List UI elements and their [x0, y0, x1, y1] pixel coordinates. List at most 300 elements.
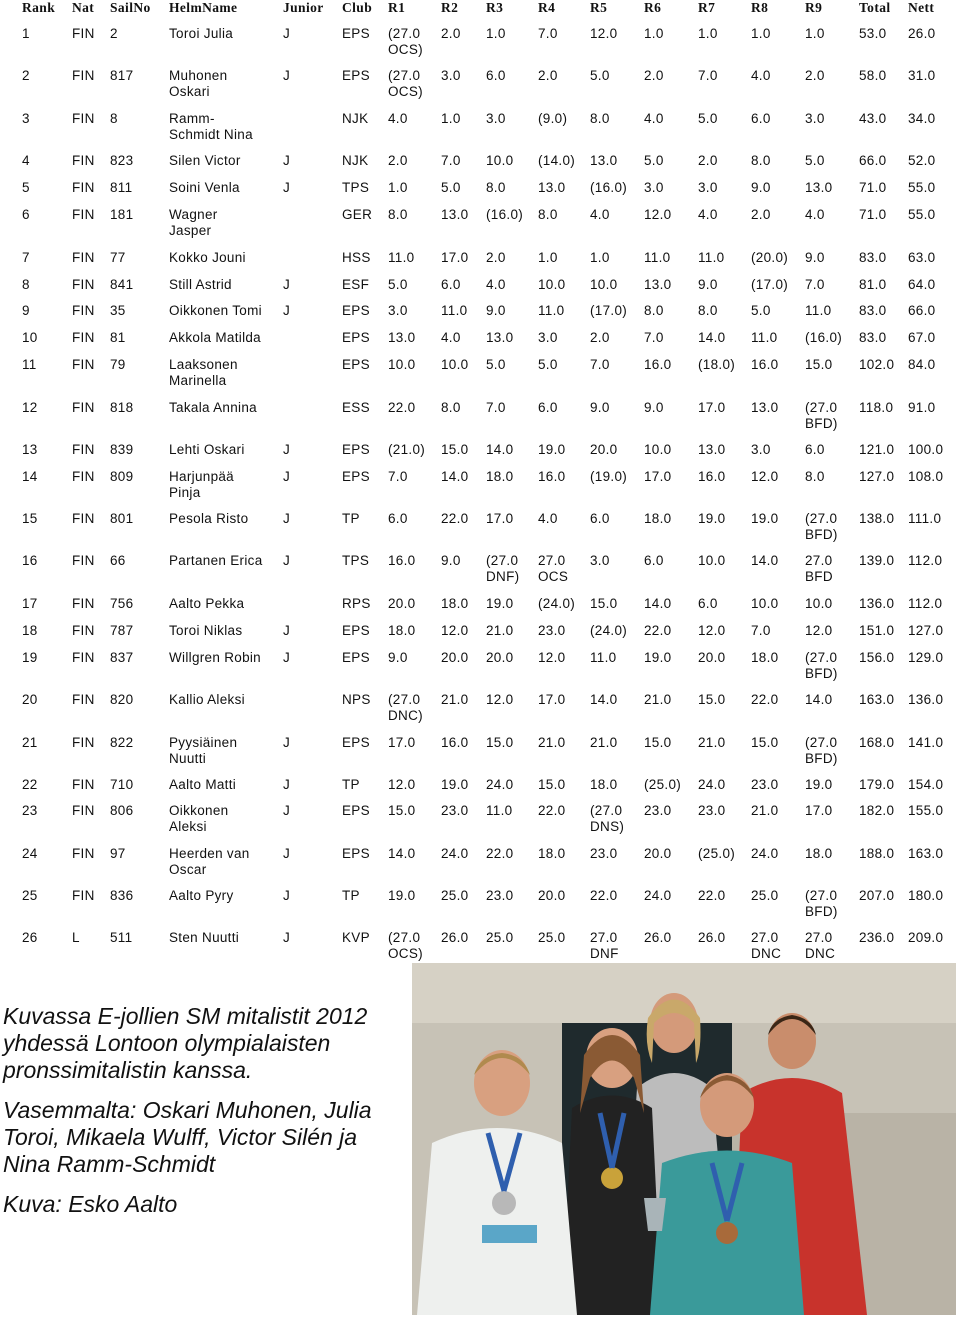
cell-r5: 6.0: [590, 511, 610, 526]
cell-r7: 5.0: [698, 111, 718, 126]
cell-junior: J: [283, 846, 291, 861]
medalists-photo-image: [412, 963, 956, 1315]
cell-r8: (17.0): [751, 277, 789, 292]
cell-nat: FIN: [72, 250, 95, 265]
cell-r7: 7.0: [698, 68, 718, 83]
cell-rank: 23: [22, 803, 38, 818]
cell-junior: J: [283, 735, 291, 750]
cell-nat: FIN: [72, 442, 95, 457]
cell-club: TP: [342, 777, 360, 792]
cell-r3: 21.0: [486, 623, 514, 638]
cell-helmname: Partanen Erica: [169, 553, 263, 568]
cell-r8: 3.0: [751, 442, 771, 457]
cell-r6: 20.0: [644, 846, 672, 861]
cell-nett: 180.0: [908, 888, 944, 903]
cell-r8: 14.0: [751, 553, 779, 568]
medalists-photo: [412, 963, 956, 1315]
cell-r3: 6.0: [486, 68, 506, 83]
cell-club: RPS: [342, 596, 371, 611]
cell-r2: 2.0: [441, 26, 461, 41]
cell-rank: 10: [22, 330, 38, 345]
cell-r4: 22.0: [538, 803, 566, 818]
cell-club: TP: [342, 511, 360, 526]
cell-r9: 7.0: [805, 277, 825, 292]
cell-helmname: Sten Nuutti: [169, 930, 240, 945]
cell-r3: 20.0: [486, 650, 514, 665]
cell-r3: 4.0: [486, 277, 506, 292]
column-header-helmname: HelmName: [169, 0, 238, 15]
cell-rank: 5: [22, 180, 30, 195]
cell-nett: 129.0: [908, 650, 944, 665]
cell-r8: 18.0: [751, 650, 779, 665]
cell-nett: 112.0: [908, 553, 943, 568]
cell-nett: 34.0: [908, 111, 936, 126]
cell-r9: (27.0 BFD): [805, 735, 838, 766]
cell-r2: 26.0: [441, 930, 469, 945]
cell-r5: 5.0: [590, 68, 610, 83]
cell-total: 163.0: [859, 692, 895, 707]
cell-club: EPS: [342, 650, 370, 665]
cell-club: NJK: [342, 111, 369, 126]
cell-rank: 16: [22, 553, 38, 568]
cell-r1: (27.0 DNC): [388, 692, 423, 723]
cell-r3: 15.0: [486, 735, 514, 750]
cell-r2: 7.0: [441, 153, 461, 168]
cell-nat: FIN: [72, 400, 95, 415]
cell-rank: 19: [22, 650, 38, 665]
cell-club: KVP: [342, 930, 370, 945]
cell-r9: (27.0 BFD): [805, 650, 838, 681]
cell-r3: 5.0: [486, 357, 506, 372]
cell-junior: J: [283, 511, 291, 526]
cell-r8: 22.0: [751, 692, 779, 707]
cell-sailno: 839: [110, 442, 134, 457]
cell-r7: 6.0: [698, 596, 718, 611]
cell-nat: FIN: [72, 511, 95, 526]
cell-sailno: 66: [110, 553, 126, 568]
cell-r7: 11.0: [698, 250, 725, 265]
cell-r1: (21.0): [388, 442, 426, 457]
cell-r5: 21.0: [590, 735, 618, 750]
cell-r4: 6.0: [538, 400, 558, 415]
column-header-total: Total: [859, 0, 891, 15]
cell-r5: 13.0: [590, 153, 618, 168]
cell-r3: 13.0: [486, 330, 514, 345]
caption-people: Vasemmalta: Oskari Muhonen, Julia Toroi, Mikaela Wulff, Victor Silén ja Nina Ramm-Schmidt: [3, 1097, 372, 1177]
cell-total: 83.0: [859, 330, 887, 345]
cell-r3: 7.0: [486, 400, 506, 415]
cell-sailno: 97: [110, 846, 126, 861]
cell-r8: 4.0: [751, 68, 771, 83]
cell-r4: 5.0: [538, 357, 558, 372]
cell-r2: 11.0: [441, 303, 468, 318]
cell-rank: 17: [22, 596, 38, 611]
cell-r9: 13.0: [805, 180, 833, 195]
table-row: [0, 888, 960, 928]
column-header-r5: R5: [590, 0, 608, 15]
cell-r7: 20.0: [698, 650, 726, 665]
cell-sailno: 811: [110, 180, 133, 195]
cell-r8: 9.0: [751, 180, 771, 195]
table-row: [0, 846, 960, 886]
cell-r3: 23.0: [486, 888, 514, 903]
cell-r1: 16.0: [388, 553, 416, 568]
cell-r7: (18.0): [698, 357, 736, 372]
cell-nat: FIN: [72, 469, 95, 484]
table-row: [0, 803, 960, 843]
cell-nett: 127.0: [908, 623, 944, 638]
cell-rank: 6: [22, 207, 30, 222]
cell-r3: 18.0: [486, 469, 514, 484]
cell-r1: (27.0 OCS): [388, 26, 423, 57]
cell-rank: 4: [22, 153, 30, 168]
cell-r4: 7.0: [538, 26, 558, 41]
cell-r2: 13.0: [441, 207, 469, 222]
cell-r5: (19.0): [590, 469, 628, 484]
cell-r2: 19.0: [441, 777, 469, 792]
cell-nat: FIN: [72, 68, 95, 83]
cell-helmname: Heerden van Oscar: [169, 846, 250, 877]
caption-description: Kuvassa E-jollien SM mitalistit 2012 yhdessä Lontoon olympialaisten pronssimitalistin kanssa.: [3, 1003, 368, 1083]
cell-r9: (27.0 BFD): [805, 888, 838, 919]
cell-r5: 8.0: [590, 111, 610, 126]
cell-r3: 10.0: [486, 153, 514, 168]
cell-r9: 27.0 DNC: [805, 930, 836, 961]
cell-junior: J: [283, 303, 291, 318]
cell-rank: 12: [22, 400, 38, 415]
cell-r1: (27.0 OCS): [388, 68, 423, 99]
cell-junior: J: [283, 777, 291, 792]
cell-rank: 3: [22, 111, 30, 126]
cell-r5: 10.0: [590, 277, 618, 292]
cell-nat: FIN: [72, 803, 95, 818]
cell-r7: (25.0): [698, 846, 736, 861]
cell-r9: 2.0: [805, 68, 825, 83]
cell-nat: FIN: [72, 207, 95, 222]
cell-r2: 14.0: [441, 469, 469, 484]
cell-total: 182.0: [859, 803, 895, 818]
cell-rank: 21: [22, 735, 38, 750]
cell-total: 58.0: [859, 68, 887, 83]
cell-r6: 1.0: [644, 26, 664, 41]
cell-r9: 15.0: [805, 357, 833, 372]
cell-r9: 3.0: [805, 111, 825, 126]
cell-r5: (27.0 DNS): [590, 803, 625, 834]
cell-r6: 11.0: [644, 250, 671, 265]
cell-sailno: 787: [110, 623, 134, 638]
cell-r7: 16.0: [698, 469, 726, 484]
cell-helmname: Willgren Robin: [169, 650, 261, 665]
cell-junior: J: [283, 650, 291, 665]
cell-r1: 20.0: [388, 596, 416, 611]
cell-r4: 10.0: [538, 277, 566, 292]
cell-r4: 11.0: [538, 303, 565, 318]
cell-r8: 24.0: [751, 846, 779, 861]
cell-helmname: Harjunpää Pinja: [169, 469, 234, 500]
cell-r8: 10.0: [751, 596, 779, 611]
cell-r6: 24.0: [644, 888, 672, 903]
table-row: [0, 735, 960, 775]
cell-rank: 7: [22, 250, 30, 265]
cell-total: 102.0: [859, 357, 895, 372]
cell-r2: 18.0: [441, 596, 469, 611]
cell-nat: FIN: [72, 180, 95, 195]
cell-r5: 2.0: [590, 330, 610, 345]
cell-r5: 7.0: [590, 357, 610, 372]
cell-r4: 2.0: [538, 68, 558, 83]
cell-r9: 11.0: [805, 303, 832, 318]
column-header-sailno: SailNo: [110, 0, 151, 15]
cell-r4: 25.0: [538, 930, 566, 945]
table-row: [0, 26, 960, 66]
cell-r5: (17.0): [590, 303, 628, 318]
cell-nat: FIN: [72, 26, 95, 41]
cell-nat: FIN: [72, 650, 95, 665]
cell-r8: 12.0: [751, 469, 779, 484]
cell-nett: 91.0: [908, 400, 936, 415]
cell-junior: J: [283, 68, 291, 83]
cell-helmname: Soini Venla: [169, 180, 240, 195]
cell-r7: 4.0: [698, 207, 718, 222]
cell-sailno: 806: [110, 803, 134, 818]
cell-r7: 21.0: [698, 735, 726, 750]
cell-club: TPS: [342, 553, 370, 568]
cell-nett: 209.0: [908, 930, 944, 945]
cell-r6: 14.0: [644, 596, 672, 611]
column-header-r7: R7: [698, 0, 716, 15]
table-row: [0, 469, 960, 509]
cell-r8: 27.0 DNC: [751, 930, 782, 961]
cell-junior: J: [283, 442, 291, 457]
cell-r3: 9.0: [486, 303, 506, 318]
cell-r4: 17.0: [538, 692, 566, 707]
cell-junior: J: [283, 277, 291, 292]
cell-nat: FIN: [72, 277, 95, 292]
cell-sailno: 823: [110, 153, 134, 168]
cell-sailno: 79: [110, 357, 126, 372]
cell-r7: 15.0: [698, 692, 726, 707]
cell-r1: 6.0: [388, 511, 408, 526]
cell-nett: 163.0: [908, 846, 944, 861]
cell-nat: FIN: [72, 596, 95, 611]
cell-nett: 31.0: [908, 68, 936, 83]
cell-nat: FIN: [72, 735, 95, 750]
cell-helmname: Takala Annina: [169, 400, 257, 415]
cell-helmname: Toroi Julia: [169, 26, 234, 41]
cell-r7: 13.0: [698, 442, 726, 457]
cell-r9: 27.0 BFD: [805, 553, 833, 584]
cell-r9: 18.0: [805, 846, 833, 861]
cell-nett: 63.0: [908, 250, 936, 265]
cell-r2: 4.0: [441, 330, 461, 345]
cell-sailno: 181: [110, 207, 134, 222]
column-header-r4: R4: [538, 0, 556, 15]
cell-r9: 9.0: [805, 250, 825, 265]
cell-r5: 4.0: [590, 207, 610, 222]
cell-r1: 22.0: [388, 400, 416, 415]
cell-total: 136.0: [859, 596, 895, 611]
cell-r6: 23.0: [644, 803, 672, 818]
cell-sailno: 818: [110, 400, 134, 415]
cell-r3: 3.0: [486, 111, 506, 126]
cell-nett: 55.0: [908, 180, 936, 195]
cell-helmname: Oikkonen Aleksi: [169, 803, 229, 834]
cell-r3: 14.0: [486, 442, 514, 457]
cell-r6: 12.0: [644, 207, 672, 222]
cell-nat: FIN: [72, 357, 95, 372]
cell-junior: J: [283, 553, 291, 568]
cell-r3: 1.0: [486, 26, 506, 41]
cell-r2: 23.0: [441, 803, 469, 818]
cell-r9: 19.0: [805, 777, 833, 792]
cell-r6: 26.0: [644, 930, 672, 945]
cell-r6: 16.0: [644, 357, 672, 372]
cell-r8: 8.0: [751, 153, 771, 168]
cell-total: 81.0: [859, 277, 887, 292]
cell-sailno: 817: [110, 68, 134, 83]
cell-nat: FIN: [72, 330, 95, 345]
cell-total: 151.0: [859, 623, 895, 638]
cell-sailno: 81: [110, 330, 126, 345]
cell-r8: 19.0: [751, 511, 779, 526]
cell-nat: FIN: [72, 553, 95, 568]
cell-club: EPS: [342, 442, 370, 457]
cell-r1: 2.0: [388, 153, 408, 168]
cell-r8: 1.0: [751, 26, 771, 41]
column-header-r6: R6: [644, 0, 662, 15]
cell-rank: 9: [22, 303, 30, 318]
cell-helmname: Akkola Matilda: [169, 330, 261, 345]
cell-nat: FIN: [72, 692, 95, 707]
cell-r6: 9.0: [644, 400, 664, 415]
cell-r7: 23.0: [698, 803, 726, 818]
cell-r8: 21.0: [751, 803, 779, 818]
cell-r1: 3.0: [388, 303, 408, 318]
cell-total: 53.0: [859, 26, 887, 41]
cell-r8: (20.0): [751, 250, 789, 265]
cell-total: 188.0: [859, 846, 895, 861]
column-header-junior: Junior: [283, 0, 324, 15]
cell-r3: (16.0): [486, 207, 524, 222]
cell-r7: 17.0: [698, 400, 726, 415]
cell-rank: 15: [22, 511, 38, 526]
cell-r1: 15.0: [388, 803, 416, 818]
cell-r6: (25.0): [644, 777, 682, 792]
cell-club: EPS: [342, 357, 370, 372]
cell-r1: 19.0: [388, 888, 416, 903]
cell-total: 83.0: [859, 250, 887, 265]
cell-club: TP: [342, 888, 360, 903]
cell-club: EPS: [342, 303, 370, 318]
cell-sailno: 801: [110, 511, 134, 526]
cell-r8: 5.0: [751, 303, 771, 318]
cell-r5: 23.0: [590, 846, 618, 861]
cell-junior: J: [283, 930, 291, 945]
cell-total: 179.0: [859, 777, 895, 792]
cell-helmname: Still Astrid: [169, 277, 232, 292]
column-header-r8: R8: [751, 0, 769, 15]
cell-r7: 9.0: [698, 277, 718, 292]
cell-nat: FIN: [72, 846, 95, 861]
cell-r4: 13.0: [538, 180, 566, 195]
table-row: [0, 111, 960, 151]
cell-r8: 13.0: [751, 400, 779, 415]
cell-r1: 13.0: [388, 330, 416, 345]
cell-helmname: Kokko Jouni: [169, 250, 246, 265]
cell-junior: J: [283, 803, 291, 818]
cell-r6: 18.0: [644, 511, 672, 526]
cell-sailno: 2: [110, 26, 118, 41]
cell-r9: 14.0: [805, 692, 833, 707]
cell-nat: FIN: [72, 777, 95, 792]
cell-r2: 22.0: [441, 511, 469, 526]
cell-r1: 11.0: [388, 250, 415, 265]
cell-helmname: Kallio Aleksi: [169, 692, 245, 707]
cell-r3: 2.0: [486, 250, 506, 265]
cell-r3: 11.0: [486, 803, 513, 818]
cell-r2: 12.0: [441, 623, 469, 638]
cell-r4: 27.0 OCS: [538, 553, 569, 584]
cell-club: ESF: [342, 277, 370, 292]
cell-r8: 2.0: [751, 207, 771, 222]
cell-junior: J: [283, 469, 291, 484]
cell-rank: 26: [22, 930, 38, 945]
cell-helmname: Oikkonen Tomi: [169, 303, 262, 318]
cell-r5: (24.0): [590, 623, 628, 638]
caption-credit: Kuva: Esko Aalto: [3, 1191, 178, 1217]
cell-rank: 14: [22, 469, 38, 484]
cell-sailno: 809: [110, 469, 134, 484]
table-row: [0, 511, 960, 551]
cell-r6: 7.0: [644, 330, 664, 345]
cell-r4: 4.0: [538, 511, 558, 526]
cell-r5: 20.0: [590, 442, 618, 457]
cell-club: NJK: [342, 153, 369, 168]
cell-r1: 4.0: [388, 111, 408, 126]
cell-r4: 18.0: [538, 846, 566, 861]
cell-total: 83.0: [859, 303, 887, 318]
cell-r7: 26.0: [698, 930, 726, 945]
cell-r5: 22.0: [590, 888, 618, 903]
cell-r7: 19.0: [698, 511, 726, 526]
cell-club: EPS: [342, 803, 370, 818]
cell-club: EPS: [342, 330, 370, 345]
cell-r2: 6.0: [441, 277, 461, 292]
table-row: [0, 207, 960, 247]
cell-rank: 22: [22, 777, 38, 792]
cell-r2: 5.0: [441, 180, 461, 195]
cell-r7: 3.0: [698, 180, 718, 195]
cell-club: ESS: [342, 400, 370, 415]
cell-r1: 7.0: [388, 469, 408, 484]
cell-r6: 3.0: [644, 180, 664, 195]
cell-r5: 12.0: [590, 26, 618, 41]
column-header-r2: R2: [441, 0, 459, 15]
cell-nett: 100.0: [908, 442, 944, 457]
cell-r5: 27.0 DNF: [590, 930, 619, 961]
cell-sailno: 710: [110, 777, 134, 792]
cell-helmname: Toroi Niklas: [169, 623, 243, 638]
cell-r7: 24.0: [698, 777, 726, 792]
cell-r9: 1.0: [805, 26, 825, 41]
column-header-rank: Rank: [22, 0, 56, 15]
cell-nett: 67.0: [908, 330, 936, 345]
cell-total: 127.0: [859, 469, 895, 484]
cell-total: 236.0: [859, 930, 895, 945]
cell-club: NPS: [342, 692, 371, 707]
cell-r2: 10.0: [441, 357, 469, 372]
cell-r5: 14.0: [590, 692, 618, 707]
